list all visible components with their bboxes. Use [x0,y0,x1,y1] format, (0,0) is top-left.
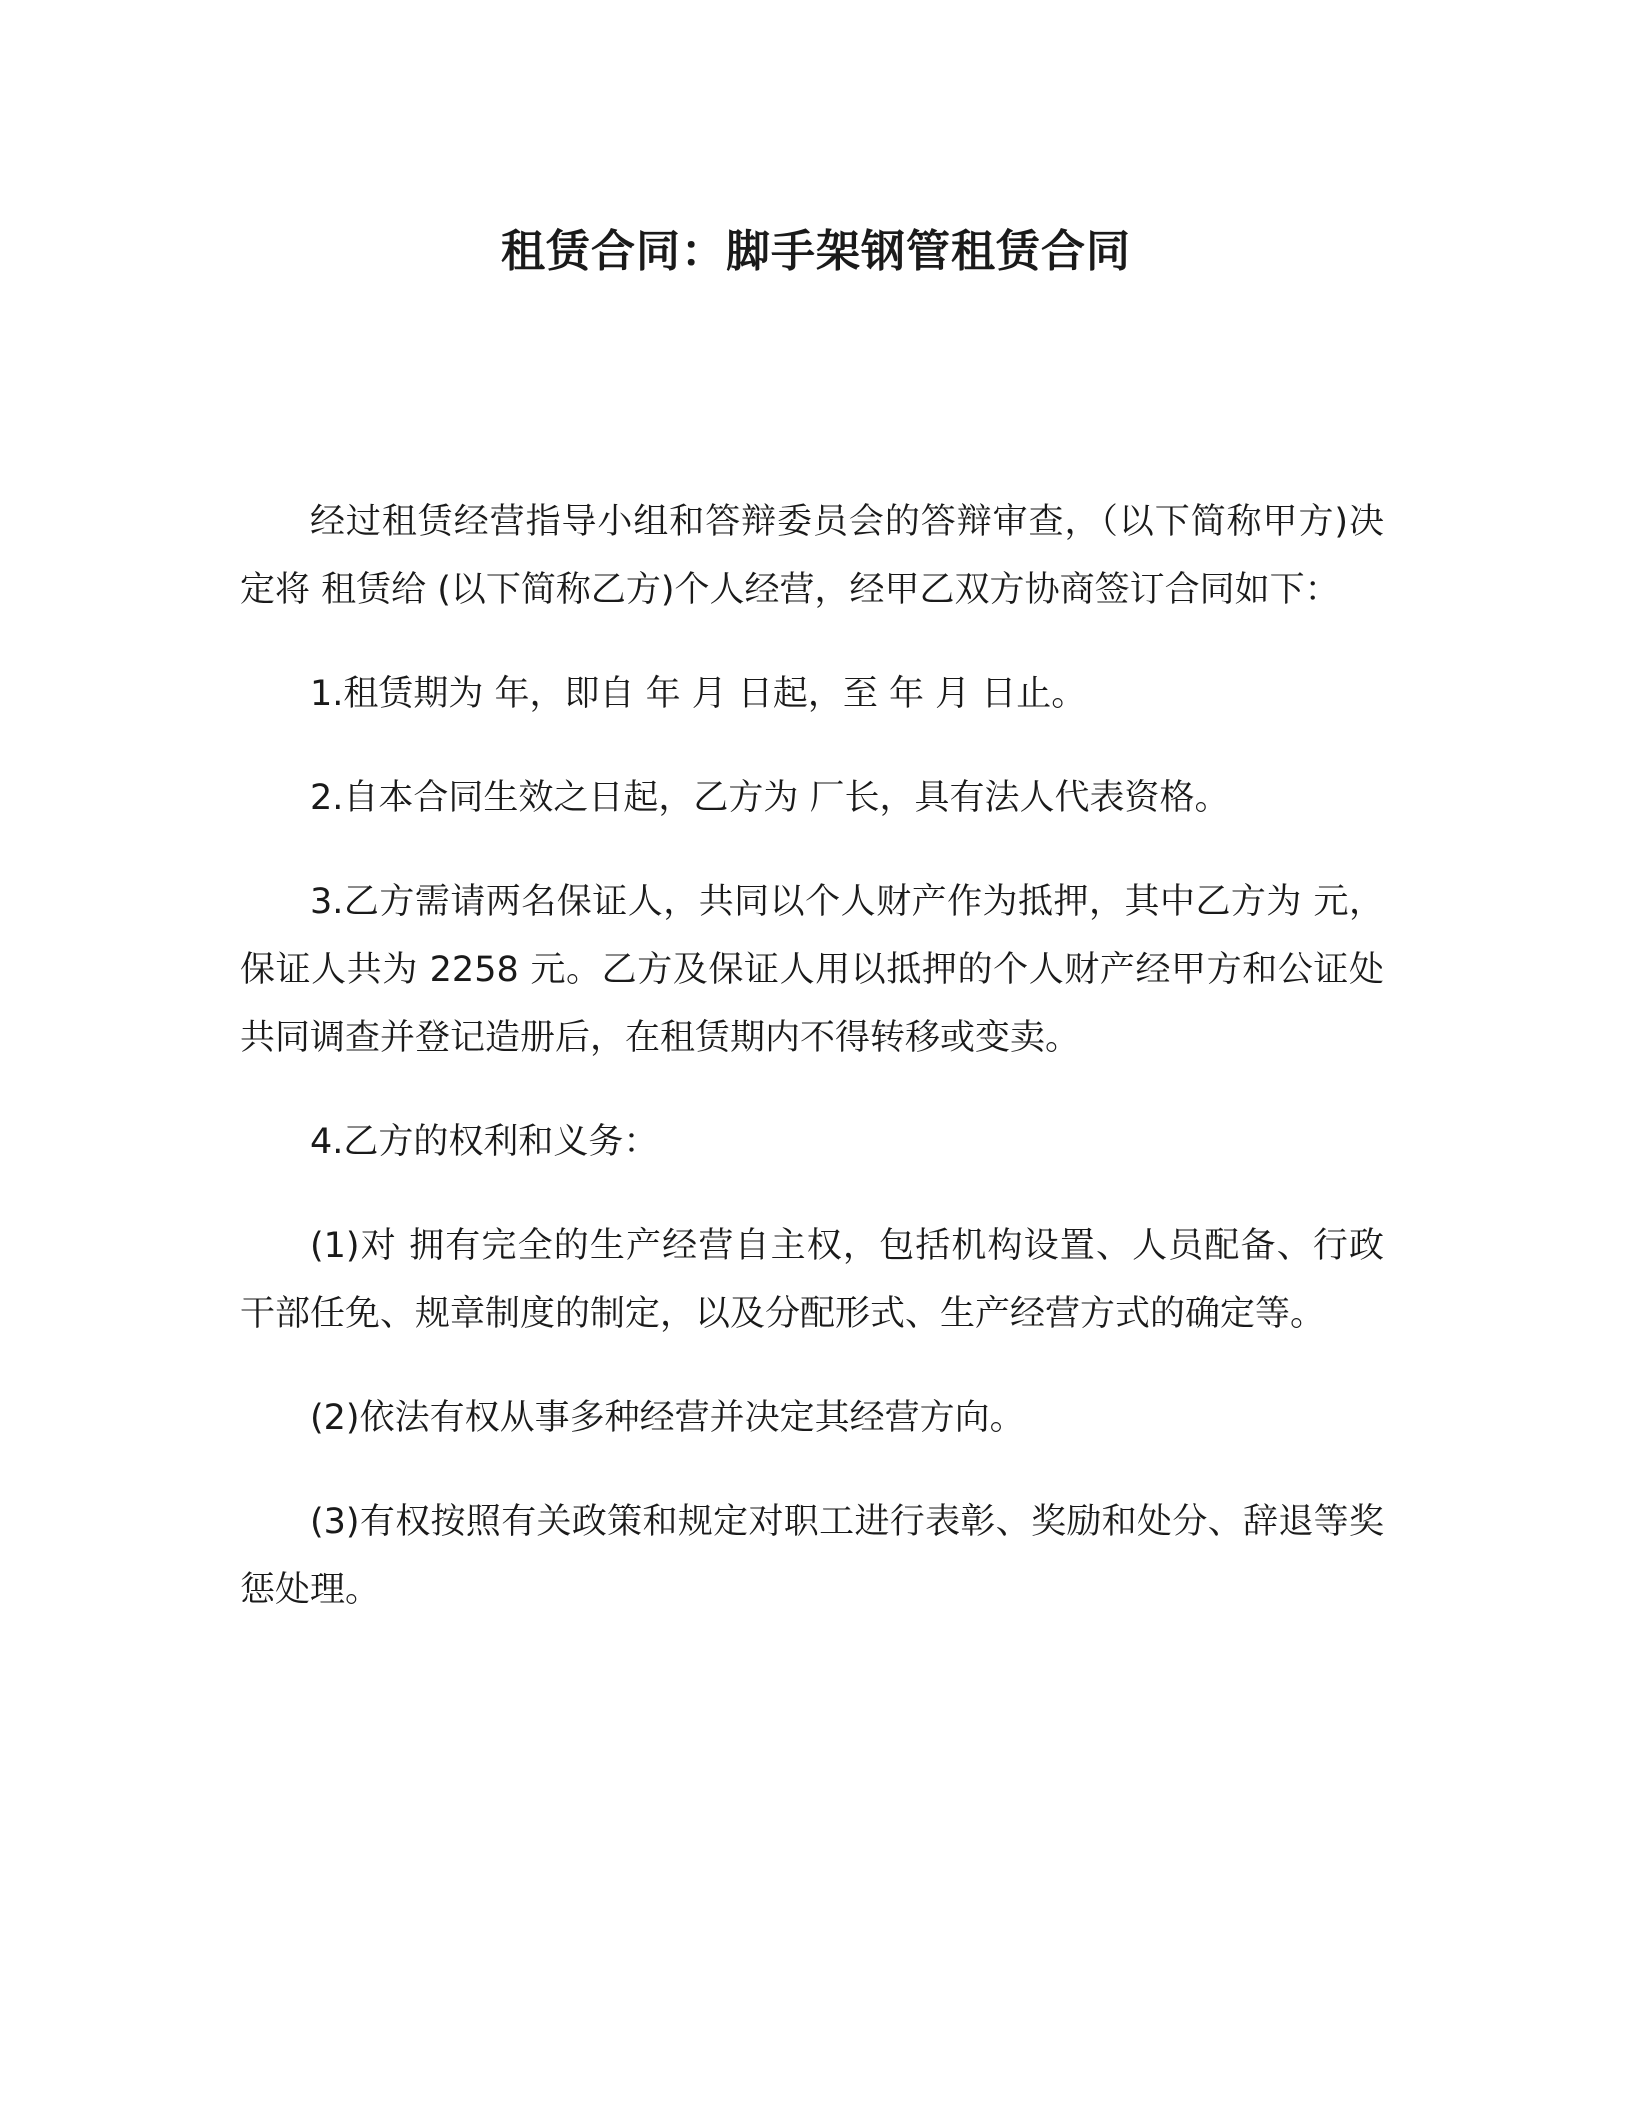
document-title: 租赁合同：脚手架钢管租赁合同 [501,226,1131,277]
document-body [240,488,1384,1660]
paragraph-clause-4-1: (1)对 拥有完全的生产经营自主权，包括机构设置、人员配备、行政干部任免、规章制度的制定，以及分配形式、生产经营方式的确定等。 [240,1226,1384,1334]
paragraph-clause-2: 2.自本合同生效之日起，乙方为 厂长，具有法人代表资格。 [310,778,1230,818]
paragraph-clause-4-3: (3)有权按照有关政策和规定对职工进行表彰、奖励和处分、辞退等奖惩处理。 [240,1502,1384,1610]
paragraph-clause-4-2: (2)依法有权从事多种经营并决定其经营方向。 [310,1398,1025,1438]
paragraph-intro: 经过租赁经营指导小组和答辩委员会的答辩审查，（以下简称甲方)决定将 租赁给 (以下简称乙方)个人经营，经甲乙双方协商签订合同如下： [240,502,1384,610]
paragraph-clause-3: 3.乙方需请两名保证人，共同以个人财产作为抵押，其中乙方为 元，保证人共为 2258 元。乙方及保证人用以抵押的个人财产经甲方和公证处共同调查并登记造册后，在租赁期内不得转移或变卖。 [240,882,1384,1058]
paragraph-clause-1: 1.租赁期为 年，即自 年 月 日起，至 年 月 日止。 [310,674,1087,714]
paragraph-clause-4: 4.乙方的权利和义务： [310,1122,659,1162]
